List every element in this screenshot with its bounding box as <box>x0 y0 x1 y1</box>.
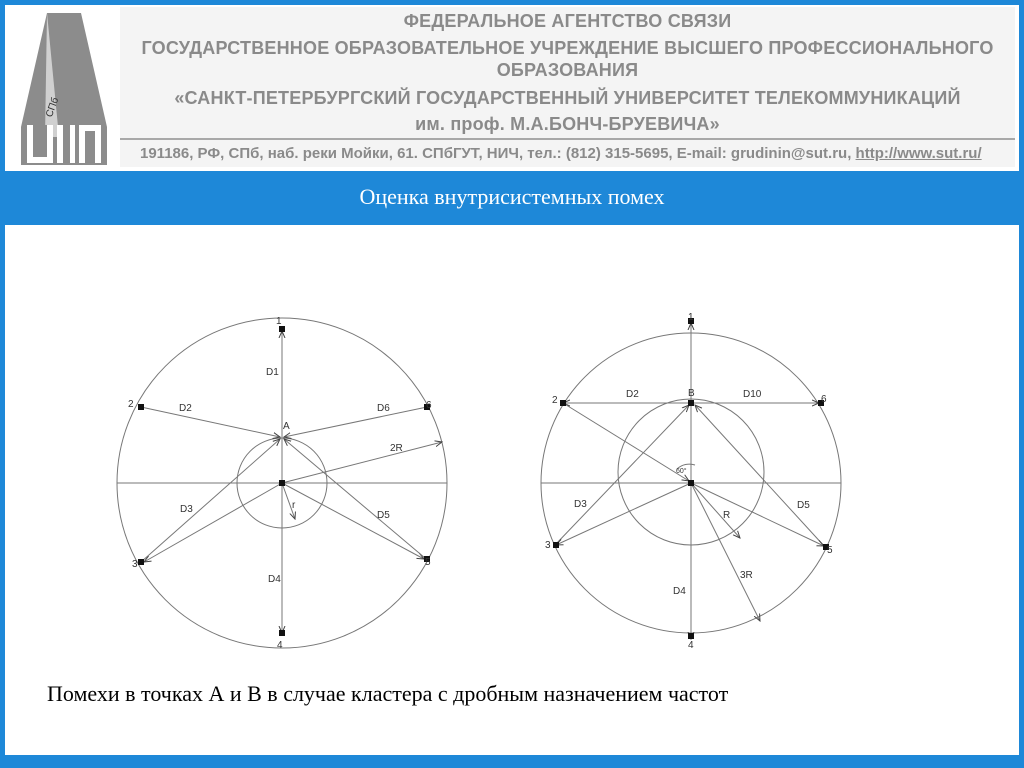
distance-label: D10 <box>743 389 762 400</box>
website-link[interactable]: http://www.sut.ru/ <box>855 145 982 162</box>
node-label: 5 <box>827 545 833 556</box>
node-label: 6 <box>821 394 827 405</box>
node-label: 1 <box>276 316 282 327</box>
distance-label: D3 <box>574 499 587 510</box>
header-text-block <box>120 7 1015 167</box>
node-label: 5 <box>425 557 431 568</box>
university-patron: им. проф. М.А.БОНЧ-БРУЕВИЧА» <box>415 114 720 134</box>
university-name: «САНКТ-ПЕТЕРБУРГСКИЙ ГОСУДАРСТВЕННЫЙ УНИВЕРСИТЕТ ТЕЛЕКОММУНИКАЦИЙ <box>174 88 961 108</box>
header <box>5 5 1019 171</box>
university-logo <box>7 7 115 167</box>
distance-label: D3 <box>180 504 193 515</box>
radius-label: r <box>292 500 296 511</box>
node-label: 3 <box>132 559 138 570</box>
distance-label: D5 <box>377 510 390 521</box>
node-label: 4 <box>688 640 694 651</box>
logo-top-text: СПб <box>44 96 62 119</box>
radius-label: R <box>723 510 731 521</box>
node-label: 2 <box>128 399 134 410</box>
distance-label: D4 <box>673 586 686 597</box>
slide-content <box>5 225 1019 755</box>
point-label: A <box>283 421 290 432</box>
distance-label: D5 <box>797 500 810 511</box>
header-divider <box>120 138 1015 140</box>
radius-label: 3R <box>740 570 753 581</box>
distance-label: D1 <box>266 367 279 378</box>
interference-diagrams <box>5 225 1019 665</box>
angle-label: 60° <box>676 468 687 475</box>
contact-info <box>140 145 1015 162</box>
institution-type-cont: ОБРАЗОВАНИЯ <box>496 60 639 80</box>
slide-title: Оценка внутрисистемных помех <box>359 184 665 209</box>
diagram-left <box>117 318 447 648</box>
contact-text: 191186, РФ, СПб, наб. реки Мойки, 61. СПбГУТ, НИЧ, тел.: (812) 315-5695, E-mail: grudinin@sut.ru, <box>140 145 856 162</box>
radius-label: 2R <box>390 443 403 454</box>
institution-type: ГОСУДАРСТВЕННОЕ ОБРАЗОВАТЕЛЬНОЕ УЧРЕЖДЕНИЕ ВЫСШЕГО ПРОФЕССИОНАЛЬНОГО <box>141 38 994 58</box>
slide-caption: Помехи в точках А и В в случае кластера с дробным назначением частот <box>47 681 729 706</box>
agency-name: ФЕДЕРАЛЬНОЕ АГЕНТСТВО СВЯЗИ <box>403 11 732 31</box>
node-label: 2 <box>552 395 558 406</box>
distance-label: D2 <box>179 403 192 414</box>
distance-label: D6 <box>377 403 390 414</box>
distance-label: D4 <box>268 574 281 585</box>
distance-label: D2 <box>626 389 639 400</box>
diagram-right <box>541 318 841 639</box>
node-label: 1 <box>688 312 694 323</box>
node-label: 3 <box>545 540 551 551</box>
point-label: B <box>688 388 695 399</box>
node-label: 6 <box>426 400 432 411</box>
node-label: 4 <box>277 640 283 651</box>
